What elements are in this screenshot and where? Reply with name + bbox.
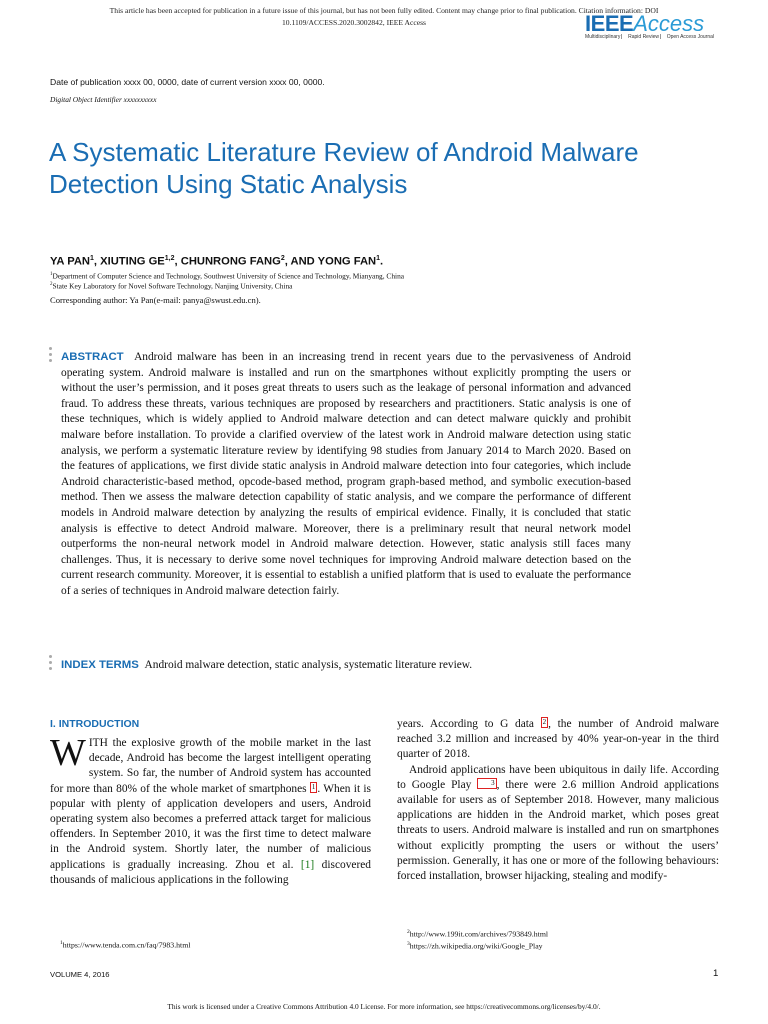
abstract-marker-icon: [49, 347, 53, 365]
abstract-label: ABSTRACT: [61, 351, 124, 363]
logo-ieee: IEEE: [585, 11, 634, 36]
footnote-link[interactable]: 1: [311, 782, 316, 791]
author-separator: .: [380, 255, 384, 268]
author-name: YONG FAN: [317, 255, 377, 268]
abstract: [61, 350, 631, 600]
notice-line-1: This article has been accepted for publication in a future issue of this journal, but has not been fully edited. Content may change prior to final publication. Citation information: DOI: [109, 6, 659, 15]
footnote-link[interactable]: 2: [542, 718, 547, 726]
footnote-3: [407, 939, 543, 952]
intro-text: . When it is popular with plenty of application developers and users, Android operating system also becomes a preferred attack target for malicious offenders. In September 2010, it was the first time to detect malware in the Android system. Shortly later, the number of malicious applications is gradually increasing. Zhou et al.: [50, 782, 371, 871]
license-notice: This work is licensed under a Creative Commons Attribution 4.0 License. For more information, see https://creativecommons.org/licenses/by/4.0/.: [167, 1002, 601, 1011]
logo-tagline: Multidisciplinary ⎸ Rapid Review ⎸ Open Access Journal: [585, 34, 714, 40]
intro-column-left: [50, 732, 372, 888]
author-affil-sup: 1: [90, 255, 94, 262]
citation-link[interactable]: [1]: [300, 858, 315, 871]
affiliation-2: [50, 280, 292, 290]
intro-text: ITH the explosive growth of the mobile market in the last decade, Android has become the largest intelligent operating system. So far, the number of Android system has accounted for more than 80% of the whole market of smartphones: [50, 737, 371, 795]
author-affil-sup: 1,2: [164, 255, 175, 262]
paper-title: A Systematic Literature Review of Android Malware Detection Using Static Analysis: [49, 137, 639, 199]
author-affil-sup: 1: [376, 255, 381, 262]
author-separator: ,: [174, 255, 181, 268]
logo-access: Access: [633, 11, 705, 36]
volume-info: VOLUME 4, 2016: [50, 970, 110, 979]
author-name: CHUNRONG FANG: [180, 255, 281, 268]
index-terms-text: Android malware detection, static analysis, systematic literature review.: [144, 659, 473, 671]
footnote-sup: 3: [407, 941, 410, 947]
affiliation-1: [50, 270, 404, 280]
doi-line: Digital Object Identifier xxxxxxxxxx: [50, 95, 157, 104]
author-separator: ,: [93, 255, 101, 268]
publication-dates: Date of publication xxxx 00, 0000, date of current version xxxx 00, 0000.: [50, 77, 325, 87]
intro-text: Android applications have been ubiquitous in daily life. According to Google Play: [397, 763, 719, 791]
footnote-2: [407, 927, 548, 940]
affiliation-sup: 2: [50, 282, 53, 287]
paragraph: [397, 763, 719, 885]
intro-text: years. According to G data: [397, 718, 541, 730]
drop-cap: W: [50, 732, 86, 774]
author-affil-sup: 2: [280, 255, 285, 262]
corresponding-author: Corresponding author: Ya Pan(e-mail: panya@swust.edu.cn).: [50, 295, 261, 305]
author-list: [50, 255, 383, 268]
intro-text: , the number of Android malware reached 3.2 million and increased by 40% year-on-year in the third quarter of 2018.: [397, 718, 719, 761]
intro-text: discovered thousands of malicious applications in the following: [50, 858, 372, 886]
notice-line-2: 10.1109/ACCESS.2020.3002842, IEEE Access: [282, 18, 426, 27]
footnote-url[interactable]: https://zh.wikipedia.org/wiki/Google_Play: [409, 941, 543, 951]
page-number: 1: [713, 968, 719, 979]
footnote-url[interactable]: http://www.199it.com/archives/793849.html: [409, 929, 549, 939]
section-heading: I. INTRODUCTION: [50, 718, 140, 730]
affiliation-text: Department of Computer Science and Technology, Southwest University of Science and Technology, Mianyang, China: [52, 271, 405, 281]
journal-logo: [585, 11, 714, 40]
author-separator: , AND: [284, 255, 318, 268]
abstract-text: Android malware has been in an increasing trend in recent years due to the pervasiveness of Android operating system. Android malware is installed and run on the smartphones without explicitly prompting the users or without the user’s permission, and it poses great threats to users such as the leakage of personal information and advanced fraud. To address these threats, various techniques are proposed by researchers and practitioners. Static analysis is one of these techniques, which is widely applied to Android malware detection and can detect malware quickly and prohibit malware before installation. To provide a clarified overview of the latest work in Android malware detection using static analysis, we perform a systematic literature review by identifying 98 studies from January 2014 to March 2020. Based on the features of applications, we first divide static analysis in Android malware detection into four categories, which include Android characteristic-based method, opcode-based method, program graph-based method, and symbolic execution-based method. Then we assess the malware detection capability of static analysis, and we compare the performance of different models in Android malware detection by analyzing the results of empirical evidence. Finally, it is concluded that static analysis is effective to detect Android malware. Moreover, there is a preliminary result that neural network model outperforms the non-neural network model in Android malware detection. However, static analysis still faces many challenges. Thus, it is necessary to derive some novel techniques for improving Android malware detection based on the current research community. Moreover, it is essential to establish a unified platform that is used to evaluate the performance of a series of techniques in Android malware detection fairly.: [61, 351, 631, 597]
affiliation-text: State Key Laboratory for Novel Software Technology, Nanjing University, China: [52, 281, 293, 291]
footnote-sup: 1: [60, 940, 63, 946]
author-name: XIUTING GE: [100, 255, 165, 268]
footnote-sup: 2: [407, 929, 410, 935]
index-terms-label: INDEX TERMS: [61, 659, 139, 671]
paragraph: [397, 717, 719, 763]
footnote-url[interactable]: https://www.tenda.com.cn/faq/7983.html: [62, 940, 191, 950]
author-name: YA PAN: [50, 255, 90, 268]
intro-column-right: [397, 717, 719, 884]
index-terms: [61, 658, 472, 673]
intro-text: , there were 2.6 million Android applications available for users as of September 2018. However, many malicious applications are hidden in the Android market, which poses great threats to users. Android malware is installed and run on smartphones without explicitly prompting the users or without the users’ permission. Generally, it has one or more of the following behaviours: forced installation, browser hijacking, stealing and modify-: [397, 778, 719, 883]
footnote-link[interactable]: 3: [477, 778, 497, 789]
index-terms-marker-icon: [49, 655, 53, 673]
footnote-1: [60, 938, 190, 951]
affiliation-sup: 1: [50, 272, 53, 277]
